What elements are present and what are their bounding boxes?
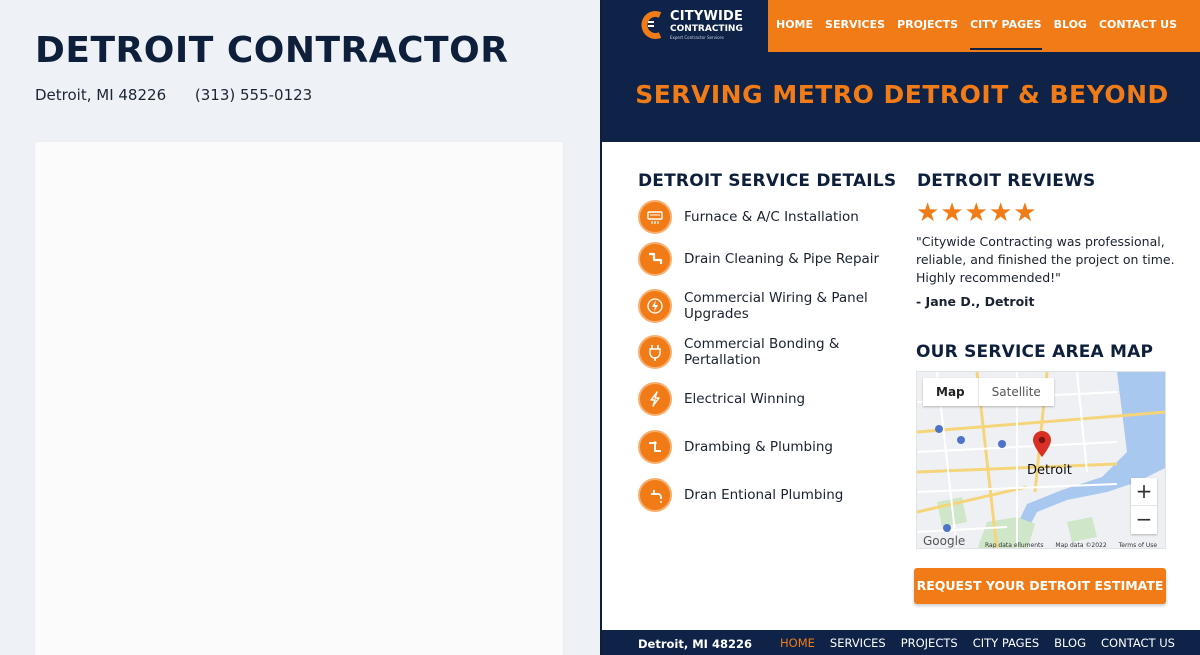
map-tab-satellite[interactable]: Satellite xyxy=(978,378,1054,406)
list-item[interactable] xyxy=(638,289,899,323)
faucet-icon xyxy=(638,478,672,512)
bolt-icon xyxy=(638,382,672,416)
brand-logo[interactable] xyxy=(638,8,778,44)
brand-name: CITYWIDE xyxy=(670,9,744,24)
map-pin-icon[interactable] xyxy=(1033,431,1051,457)
review-quote: "Citywide Contracting was professional, reliable, and finished the project on time. Highly recommended!" xyxy=(916,234,1175,285)
nav-contact-us[interactable]: CONTACT US xyxy=(1098,18,1178,31)
service-label: Drain Cleaning & Pipe Repair xyxy=(684,251,880,267)
attr-elements[interactable]: Rap data elluments xyxy=(985,542,1044,549)
nav-projects[interactable]: PROJECTS xyxy=(897,18,959,31)
zoom-in-button[interactable]: + xyxy=(1131,478,1157,506)
list-item[interactable] xyxy=(638,200,899,234)
page-title: DETROIT CONTRACTOR xyxy=(35,30,509,71)
pipe-icon xyxy=(638,242,672,276)
list-item[interactable] xyxy=(638,478,899,512)
attr-data: Map data ©2022 xyxy=(1055,542,1107,549)
footer-nav-projects[interactable]: PROJECTS xyxy=(900,635,958,650)
star-icon: ★ xyxy=(988,198,1013,228)
brand-subname: CONTRACTING xyxy=(670,24,743,34)
service-area-map[interactable] xyxy=(916,371,1166,549)
request-estimate-button[interactable]: REQUEST YOUR DETROIT ESTIMATE xyxy=(914,568,1166,604)
hero-title: SERVING METRO DETROIT & BEYOND xyxy=(635,80,1169,109)
map-zoom-controls xyxy=(1131,478,1157,534)
footer-nav-blog[interactable]: BLOG xyxy=(1054,635,1087,650)
map-tab-map[interactable]: Map xyxy=(936,385,965,399)
footer-nav xyxy=(780,630,1190,655)
zoom-out-button[interactable]: − xyxy=(1135,507,1153,531)
main-nav xyxy=(768,0,1200,52)
lightning-icon xyxy=(638,289,672,323)
nav-services[interactable]: SERVICES xyxy=(825,18,886,31)
phone-text: (313) 555-0123 xyxy=(194,86,313,104)
service-label: Electrical Winning xyxy=(684,391,806,407)
footer-address: Detroit, MI 48226 xyxy=(638,637,752,651)
star-icon: ★ xyxy=(1013,198,1037,228)
reviews-heading: DETROIT REVIEWS xyxy=(917,171,1096,191)
map-heading: OUR SERVICE AREA MAP xyxy=(916,342,1154,362)
service-label: Drambing & Plumbing xyxy=(684,439,833,455)
site-header xyxy=(602,0,1200,52)
service-label: Dran Entional Plumbing xyxy=(684,487,844,503)
site-footer xyxy=(602,630,1200,655)
map-city-label: Detroit xyxy=(1027,463,1072,478)
map-attribution xyxy=(985,542,1166,549)
footer-nav-services[interactable]: SERVICES xyxy=(829,635,886,650)
plug-icon xyxy=(638,335,672,369)
website-preview xyxy=(600,0,1200,655)
list-item[interactable] xyxy=(638,430,899,464)
review-author: - Jane D., Detroit xyxy=(916,294,1035,309)
logo-c-icon xyxy=(638,8,666,42)
attr-terms[interactable]: Terms of Use xyxy=(1118,542,1158,549)
rating-stars xyxy=(916,200,1038,226)
list-item[interactable] xyxy=(638,382,899,416)
brand-tagline: Expert Contractor Services xyxy=(670,35,724,40)
map-type-toggle xyxy=(923,378,1054,406)
services-heading: DETROIT SERVICE DETAILS xyxy=(638,171,897,191)
footer-nav-contact-us[interactable]: CONTACT US xyxy=(1101,635,1175,650)
star-icon: ★ xyxy=(940,198,964,228)
nav-home[interactable]: HOME xyxy=(776,18,814,31)
service-label: Commercial Bonding & Pertallation xyxy=(684,336,840,368)
list-item[interactable] xyxy=(638,242,899,276)
footer-nav-home[interactable]: HOME xyxy=(780,635,815,650)
address-text: Detroit, MI 48226 xyxy=(35,86,167,104)
list-item[interactable] xyxy=(638,335,899,369)
star-icon: ★ xyxy=(964,198,988,228)
nav-blog[interactable]: BLOG xyxy=(1053,18,1087,31)
service-label: Furnace & A/C Installation xyxy=(684,209,859,225)
preview-card xyxy=(35,142,563,655)
google-logo: Google xyxy=(923,534,966,548)
plumbing-icon xyxy=(638,430,672,464)
star-icon: ★ xyxy=(916,198,940,228)
footer-nav-city-pages[interactable]: CITY PAGES xyxy=(972,635,1040,650)
service-label: Commercial Wiring & Panel Upgrades xyxy=(684,290,868,322)
hero-banner xyxy=(602,52,1200,142)
contact-info xyxy=(35,86,312,104)
hvac-icon xyxy=(638,200,672,234)
nav-city-pages[interactable]: CITY PAGES xyxy=(970,0,1042,52)
